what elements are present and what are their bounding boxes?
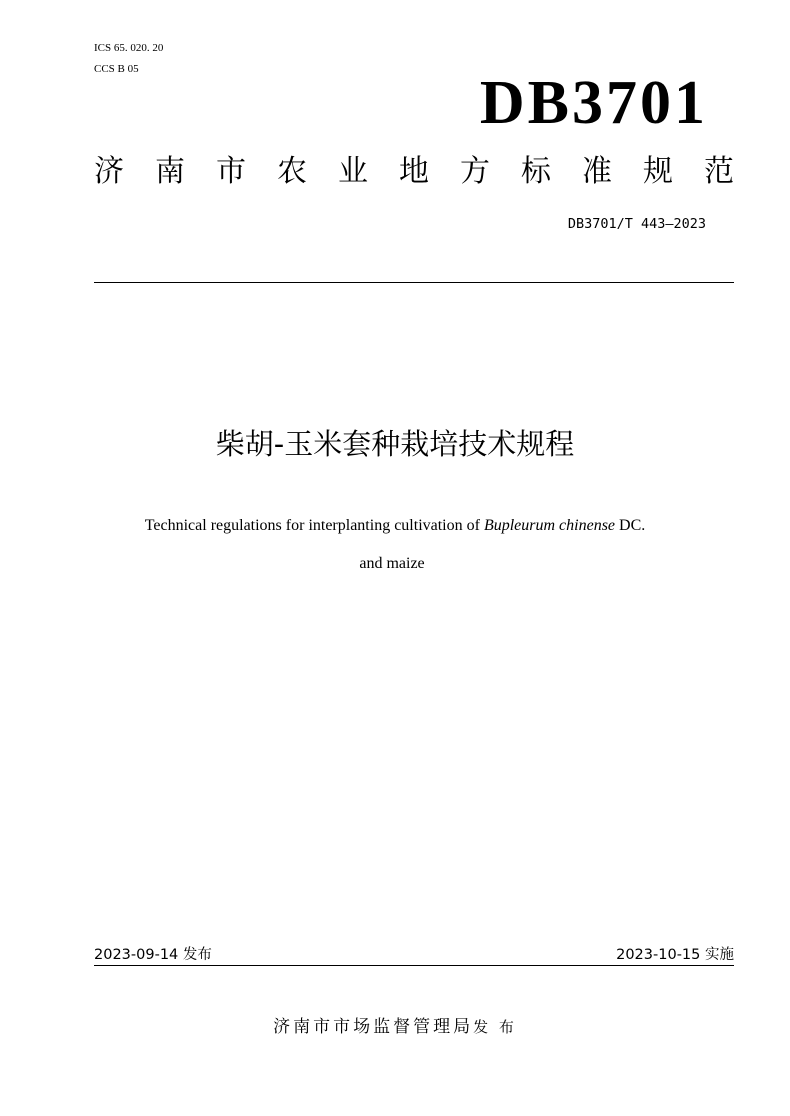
title-chinese: 柴胡-玉米套种栽培技术规程 [215, 427, 575, 461]
bottom-divider [94, 965, 734, 966]
issuer-name: 济南市市场监督管理局 [273, 1017, 474, 1037]
title-english-prefix: Technical regulations for interplanting cultivation of [144, 517, 484, 534]
ccs-code: CCS B 05 [94, 63, 139, 75]
issuer-action: 发 布 [473, 1018, 517, 1036]
standard-type-char: 地 [399, 154, 429, 189]
top-divider [94, 282, 734, 283]
issuer [0, 1014, 790, 1040]
ics-code: ICS 65. 020. 20 [94, 42, 164, 54]
title-english-suffix: DC. [615, 517, 646, 534]
standard-type-char: 规 [643, 154, 673, 189]
standard-type-char: 方 [460, 154, 490, 189]
standard-type-char: 南 [155, 154, 185, 189]
standard-type-char: 标 [521, 154, 551, 189]
standard-type-char: 市 [216, 154, 246, 189]
standard-code: DB3701 [479, 69, 708, 137]
standard-number: DB3701/T 443—2023 [567, 216, 706, 232]
publish-date: 2023-09-14 发布 [94, 947, 212, 963]
implement-date: 2023-10-15 实施 [616, 947, 734, 963]
title-english-line2: and maize [359, 555, 425, 572]
standard-type-char: 济 [94, 154, 124, 189]
standard-type-char: 农 [277, 154, 307, 189]
standard-type [94, 152, 734, 192]
title-english-species: Bupleurum chinense [483, 517, 616, 534]
title-english-line1 [0, 515, 790, 537]
standard-type-char: 业 [338, 154, 368, 189]
standard-type-char: 准 [582, 154, 612, 189]
standard-type-char: 范 [704, 154, 734, 189]
